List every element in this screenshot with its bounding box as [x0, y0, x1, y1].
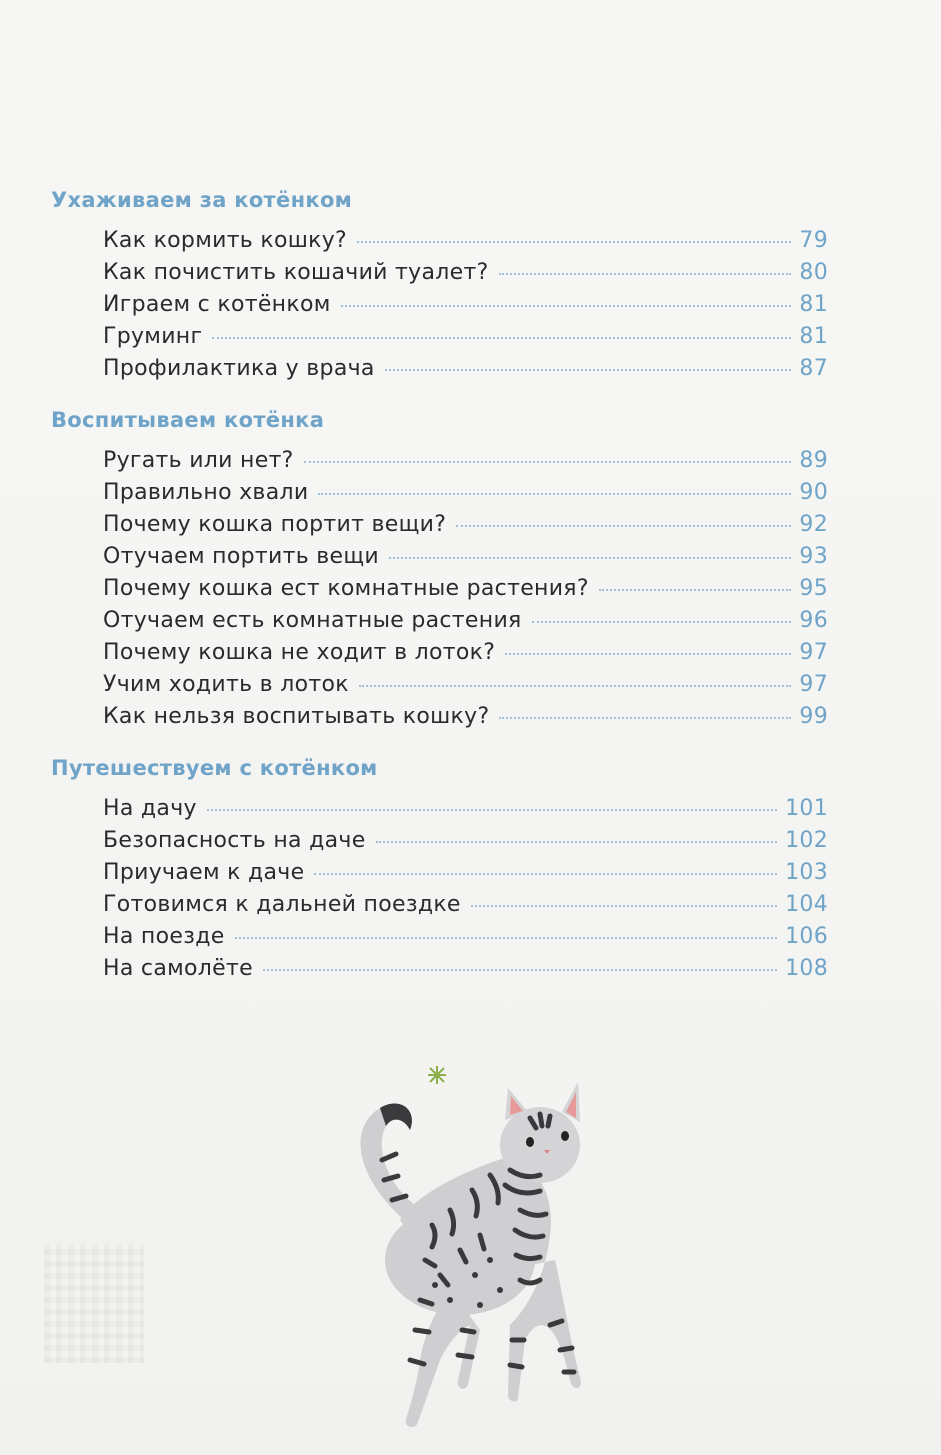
toc-entry[interactable] [103, 321, 828, 353]
entry-title: Почему кошка портит вещи? [103, 512, 447, 537]
toc-entry[interactable] [103, 509, 828, 541]
entry-title: Учим ходить в лоток [103, 672, 349, 697]
entry-title: Готовимся к дальней поездке [103, 892, 461, 917]
toc-section [0, 753, 941, 985]
dot-leader [389, 557, 791, 559]
dot-leader [376, 841, 778, 843]
dot-leader [357, 241, 791, 243]
entry-title: Отучаем есть комнатные растения [103, 608, 522, 633]
page-number: 103 [785, 860, 828, 885]
entry-title: Ругать или нет? [103, 448, 294, 473]
toc-entry[interactable] [103, 445, 828, 477]
dot-leader [499, 717, 791, 719]
entry-title: Правильно хвали [103, 480, 309, 505]
section-title: Путешествуем с котёнком [51, 756, 378, 780]
entry-title: На самолёте [103, 956, 253, 981]
entry-title: Профилактика у врача [103, 356, 375, 381]
toc-entry[interactable] [103, 793, 828, 825]
toc-entry[interactable] [103, 889, 828, 921]
entry-title: На дачу [103, 796, 197, 821]
toc-entry[interactable] [103, 477, 828, 509]
cat-illustration [340, 1060, 600, 1440]
toc-entry[interactable] [103, 637, 828, 669]
entry-title: Как нельзя воспитывать кошку? [103, 704, 490, 729]
dot-leader [318, 493, 791, 495]
star-icon [428, 1066, 446, 1084]
page-number: 101 [785, 796, 828, 821]
page-number: 81 [799, 324, 828, 349]
entry-title: На поезде [103, 924, 225, 949]
dot-leader [471, 905, 777, 907]
entry-title: Почему кошка не ходит в лоток? [103, 640, 496, 665]
page-number: 96 [799, 608, 828, 633]
dot-leader [304, 461, 792, 463]
toc-entry[interactable] [103, 353, 828, 385]
toc-entry[interactable] [103, 225, 828, 257]
dot-leader [385, 369, 792, 371]
section-title: Воспитываем котёнка [51, 408, 325, 432]
faded-qr-code [44, 1243, 144, 1363]
dot-leader [341, 305, 792, 307]
dot-leader [263, 969, 777, 971]
page-number: 92 [799, 512, 828, 537]
page-number: 104 [785, 892, 828, 917]
dot-leader [359, 685, 792, 687]
entry-title: Почему кошка ест комнатные растения? [103, 576, 589, 601]
page-number: 93 [799, 544, 828, 569]
toc-entry[interactable] [103, 257, 828, 289]
toc-entry[interactable] [103, 669, 828, 701]
page-number: 102 [785, 828, 828, 853]
page-number: 80 [799, 260, 828, 285]
dot-leader [532, 621, 792, 623]
dot-leader [499, 273, 792, 275]
entry-title: Груминг [103, 324, 203, 349]
toc-entry[interactable] [103, 289, 828, 321]
toc-entry[interactable] [103, 541, 828, 573]
entry-title: Играем с котёнком [103, 292, 331, 317]
page-number: 106 [785, 924, 828, 949]
toc-section [0, 185, 941, 385]
dot-leader [314, 873, 777, 875]
table-of-contents [0, 185, 941, 1005]
dot-leader [235, 937, 778, 939]
toc-entry[interactable] [103, 921, 828, 953]
page-number: 87 [799, 356, 828, 381]
entry-title: Безопасность на даче [103, 828, 366, 853]
dot-leader [456, 525, 791, 527]
dot-leader [207, 809, 777, 811]
entry-title: Приучаем к даче [103, 860, 305, 885]
page-number: 79 [799, 228, 828, 253]
page-number: 108 [785, 956, 828, 981]
toc-entry[interactable] [103, 573, 828, 605]
page-number: 90 [799, 480, 828, 505]
dot-leader [599, 589, 792, 591]
page-number: 89 [799, 448, 828, 473]
page-number: 97 [799, 672, 828, 697]
toc-entry[interactable] [103, 701, 828, 733]
page-number: 99 [799, 704, 828, 729]
toc-entry[interactable] [103, 953, 828, 985]
page-number: 81 [799, 292, 828, 317]
dot-leader [505, 653, 791, 655]
toc-entry[interactable] [103, 605, 828, 637]
toc-section [0, 405, 941, 733]
section-title: Ухаживаем за котёнком [51, 188, 353, 212]
entry-title: Как кормить кошку? [103, 228, 348, 253]
toc-entry[interactable] [103, 825, 828, 857]
entry-title: Отучаем портить вещи [103, 544, 379, 569]
dot-leader [212, 337, 791, 339]
page-number: 97 [799, 640, 828, 665]
entry-title: Как почистить кошачий туалет? [103, 260, 489, 285]
page-number: 95 [799, 576, 828, 601]
toc-entry[interactable] [103, 857, 828, 889]
